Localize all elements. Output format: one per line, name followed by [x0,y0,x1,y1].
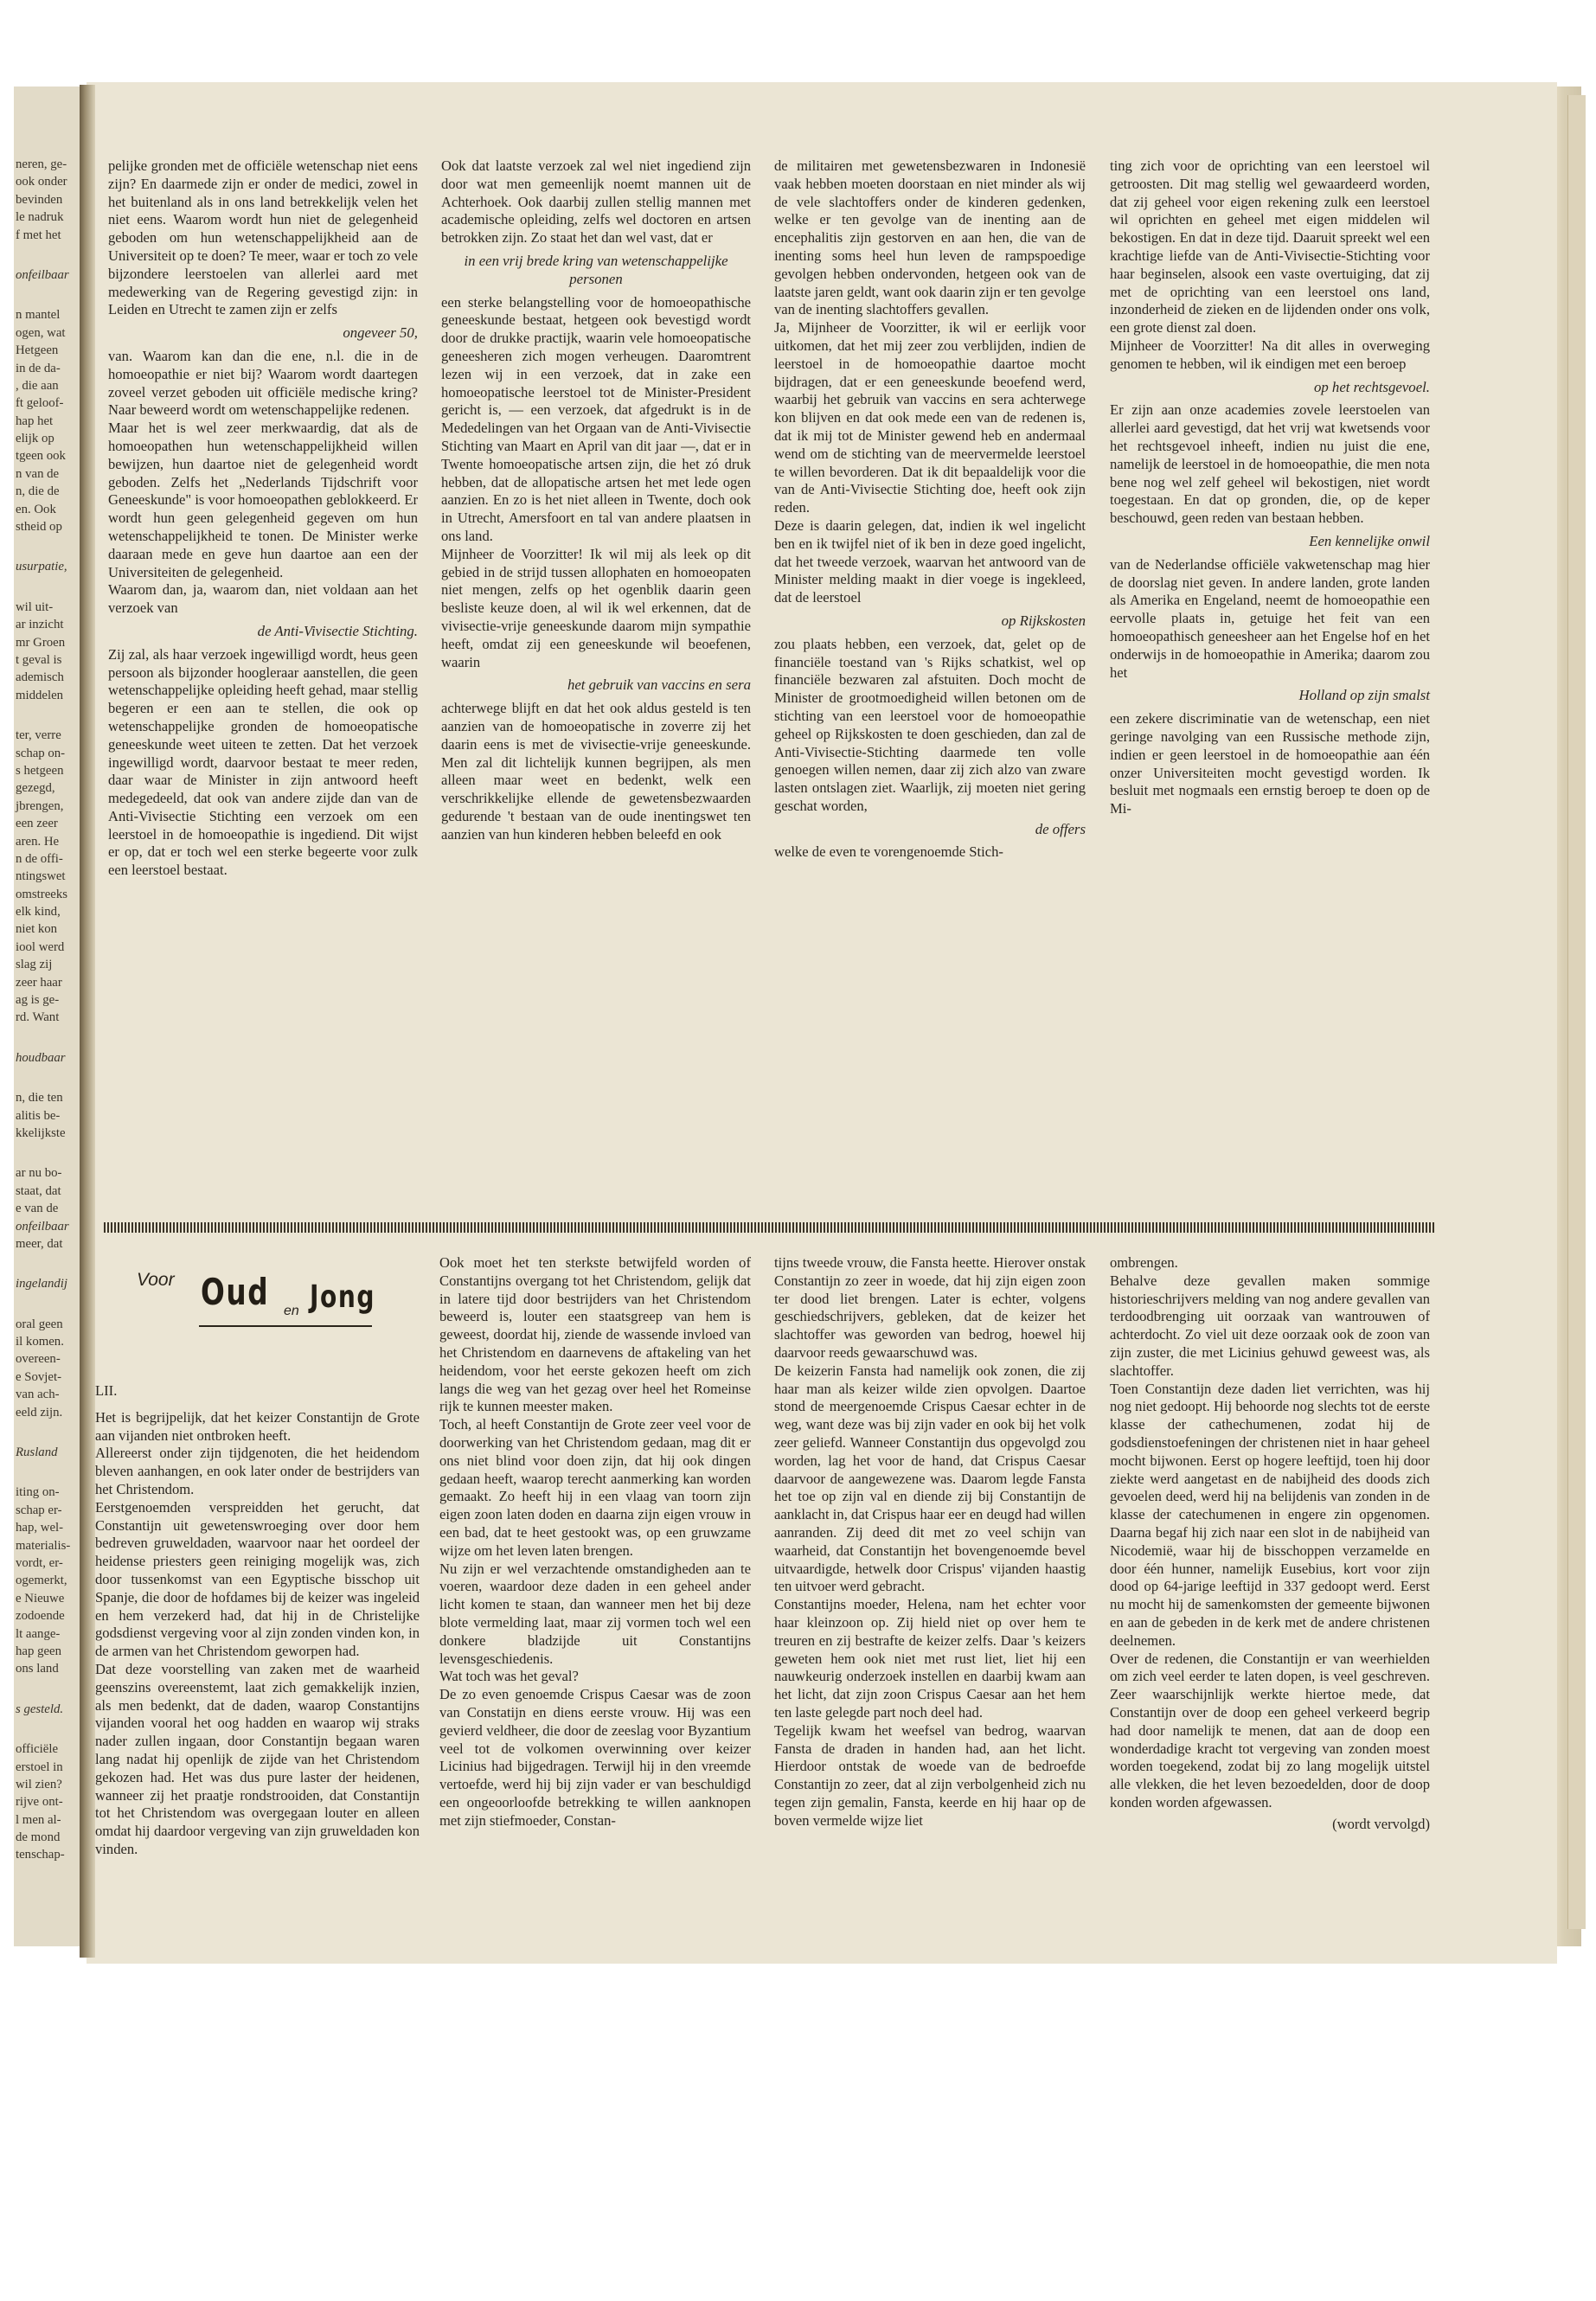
story-column-2 [439,1254,751,1830]
previous-page-line: staat, dat [16,1183,61,1198]
previous-page-line: hap het [16,413,54,428]
previous-page-line: een zeer [16,817,58,831]
previous-page-line: meer, dat [16,1236,63,1251]
article-column-4 [1110,157,1430,818]
previous-page-line [16,576,87,599]
previous-page-line: erstoel in [16,1759,63,1774]
previous-page-line: onfeilbaar [16,1219,69,1234]
paragraph: Ja, Mijnheer de Voorzitter, ik wil er eerlijk voor uitkomen, dat het mij zeer zou verblijden, indien de leerstoel in de homoeopathie daartoe mocht bijdragen, dat er een geneeskunde beoefend werd, waarbij het gebruik van vaccins en sera achterwege kon blijven en dat ook mede een van de redenen is, dat ik mij tot de Minister gewend heb en andermaal wend om de stichting van de meervermelde leerstoel te willen bevorderen. Dat ik dit bepaaldelijk voor die van de Anti-Vivisectie Stichting doe, heeft ook zijn reden. [774,319,1086,516]
previous-page-line: elijk op [16,432,54,446]
previous-page-line: oral geen [16,1317,63,1331]
paragraph: ting zich voor de oprichting van een leerstoel wil getroosten. Dit mag stellig wel gewaardeerd worden, dat zij geheel voor eigen rekening zulk een leerstoel wil oprichten en geheel met eigen middelen wil bekostigen. En dat in deze tijd. Daaruit spreekt wel een krachtige liefde van de Anti-Vivisectie-Stichting voor haar beginselen, alsook een vaste overtuiging, dat zij met de oprichting van een leerstoel ons land, inzonderheid de zieken en de lijdenden onder ons volk, een grote dienst zal doen. [1110,157,1430,336]
article-column-3 [774,157,1086,862]
previous-page-line: e Nieuwe [16,1591,65,1606]
paragraph: Toen Constantijn deze daden liet verrichten, was hij nog niet gedoopt. Hij behoorde nog slechts tot de eerste klasse der cathechumenen, zodat hij de godsdienstoefeningen der christenen niet in haar geheel mocht bijwonen. Eerst op hogere leeftijd, toen hij door ziekte werd aangetast en de nabijheid des doods zich gevoelen deed, werd hij na belijdenis van zonden in de klasse der catechumenen in engere zin opgenomen. Daarna begaf hij zich naar een slot in de nabijheid van Nicodemië, waar hij de bisschoppen verzamelde en door één hunner, namelijk Eusebius, kort voor zijn dood op 64-jarige leeftijd in 337 gedoopt werd. Eerst nu mocht hij de samenkomsten der gemeente bijwonen en aan de gebeden in de kerk met de andere christenen deelnemen. [1110,1380,1430,1649]
previous-page-line [16,1718,87,1740]
chapter-number: LII. [95,1382,118,1399]
previous-page-line: n, die de [16,484,60,499]
previous-page-line: wil uit- [16,599,54,614]
story-column-3 [774,1254,1086,1830]
previous-page-line: rd. Want [16,1010,60,1025]
previous-page-line: tenschap- [16,1848,65,1862]
previous-page-line [16,1027,87,1049]
paragraph: Deze is daarin gelegen, dat, indien ik wel ingelicht ben en ik twijfel niet of ik ben in deze goed ingelicht, dat het tweede verzoek, waarvan het antwoord van de Minister melding maakt in dier voege is ingekleed, dat de leerstoel [774,516,1086,606]
previous-page-line: f met het [16,228,61,242]
previous-page-line: hap geen [16,1644,61,1658]
previous-page-line: kkelijkste [16,1125,66,1140]
previous-page-line: in de da- [16,361,61,375]
previous-page-line: middelen [16,688,64,702]
italic-subhead: in een vrij brede kring van wetenschappelijke personen [464,252,728,287]
paragraph: Ook moet het ten sterkste betwijfeld worden of Constantijns overgang tot het Christendom, gelijk dat in latere tijd door bestrijders van het Christendom beweerd is, louter een staatsgreep van hem is geweest, doordat hij, ziende de wassende invloed van het Christendom en daarnevens de aftakeling van het heidendom, voor het eerste gekozen heeft om zich langs die weg van het gezag over heel het Romeinse rijk te kunnen meester maken. [439,1254,751,1415]
paragraph: achterwege blijft en dat het ook aldus gesteld is ten aanzien van de homoeopatische in zoverre zij het daarin eens is met de vivisectie-vrije geneeskunde. Men zal dit lichtelijk kunnen begrijpen, als men alleen maar weet en bedenkt, welk een verschrikkelijke ellende de gewetensbezwaarden gedurende 't bestaan van de oude inentingswet ten aanzien van hun kinderen hebben beleefd en ook [441,700,751,843]
previous-page-line [16,1067,87,1089]
paragraph: Eerstgenoemden verspreidden het gerucht, dat Constantijn uit gewetenswroeging over door hem bedreven gruweldaden, waarvoor naar het oordeel der heidense priesters geen reiniging mogelijk was, zich door tussenkomst van een Egyptische bisschop uit Spanje, die door de hofdames bij de keizer was ingeleid en hem verzekerd had, dat hij in de Christelijke godsdienst vergeving voor al zijn zonden vinden kon, in de armen van het Christendom geworpen had. [95,1498,420,1660]
previous-page-line: , die aan [16,378,59,393]
paragraph: Constantijns moeder, Helena, nam het echter voor haar kleinzoon op. Zij hield niet op over hem te treuren en zij bestrafte de keizer zelfs. Daar 's keizers geweten hem ook niet met rust liet, liet hij een nauwkeurig onderzoek instellen en daarbij kwam aan het licht, dat zijn zoon Crispus Caesar aan het hem ten laste gelegde part noch deel had. [774,1596,1086,1721]
previous-page-line: jbrengen, [16,798,64,813]
previous-page-line: schap er- [16,1503,62,1517]
previous-page-line: ar nu bo- [16,1166,62,1181]
previous-page-line: officiële [16,1742,59,1757]
previous-page-line: ar inzicht [16,618,64,632]
previous-page-strip [14,87,87,1946]
previous-page-line: n mantel [16,308,61,323]
paragraph: Zij zal, als haar verzoek ingewilligd wordt, heus geen persoon als bijzonder hoogleraar aanstellen, die geen wetenschappelijke opleiding heeft gehad, maar stellig begeren er een aan te stellen, die ook op wetenschappelijke gronden de homoeopatische geneeskunde weet uiteen te zetten. Dat het verzoek ingewilligd wordt, daarvoor bestaat te meer reden, daar waar de Minister in zijn antwoord heeft medegedeeld, dat ook van andere zijde dan van de Anti-Vivisectie Stichting een verzoek om een leerstoel in de homoeopathie is ingediend. Dit wijst er op, dat er toch wel een sterke begeerte voor zulk een leerstoel bestaat. [108,645,418,879]
previous-page-line: Rusland [16,1445,58,1460]
paragraph: een zekere discriminatie van de wetenschap, een niet geringe navolging van een Russische methode zijn, indien er geen leerstoel in de homoeopathie aan één onzer Universiteiten mocht gevestigd worden. Ik besluit met nogmaals een ernstig beroep te doen op de Mi- [1110,710,1430,817]
previous-page-line [16,284,87,306]
previous-page-line [16,1461,87,1484]
paragraph: De zo even genoemde Crispus Caesar was de zoon van Constatijn en diens eerste vrouw. Hij was een gevierd veldheer, die door de zeeslag voor Byzantium veel tot de volkomen overwinning over keizer Licinius had bijgedragen. Terwijl hij in den vreemde vertoefde, werd hij bij zijn vader er van beschuldigd een ongeoorloofde betrekking te willen aanknopen met zijn stiefmoeder, Constan- [439,1686,751,1829]
paragraph: Er zijn aan onze academies zovele leerstoelen van allerlei aard gevestigd, dat het vrij wat kwetsends voor het rechtsgevoel inheeft, indien nu juist die ene, namelijk de leerstoel in de homoeopathie, die men nota bene nog wel zelf geheel wil bekostigen, niet wordt toegestaan. En dat op gronden, die, op de keper beschouwd, geen reden van bestaan hebben. [1110,401,1430,527]
italic-subhead: op Rijkskosten [1001,612,1086,629]
previous-page-line: ter, verre [16,728,61,743]
previous-page-line: tgeen ook [16,449,66,464]
paragraph: zou plaats hebben, een verzoek, dat, gelet op de financiële toestand van 's Rijks schatkist, wel op financiële bezwaren zal afstuiten. Doch mocht de Minister de grootmoedigheid willen betonen om de stichting van een leerstoel voor de homoeopathie geheel op Rijkskosten te doen geschieden, dan zal de Anti-Vivisectie-Stichting daarmede ten volle genoegen willen nemen, daar zij zich alzo van zware lasten ontslagen ziet. Waarlijk, zij moeten niet gering geschat worden, [774,635,1086,814]
previous-page-line: mr Groen [16,635,66,650]
previous-page-line: e Sovjet- [16,1369,62,1384]
section-masthead [95,1254,420,1358]
masthead-rule [199,1325,372,1327]
previous-page-line: l men al- [16,1812,61,1827]
paragraph: pelijke gronden met de officiële wetenschap niet eens zijn? En daarmede zijn er onder de medici, zowel in het buitenland als in ons land betrekkelijk velen het niet eens. Waarom wordt hun niet de gelegenheid geboden om hun wetenschappelijkheid aan de Universiteit op te doen? Te meer, waar er toch zo vele bijzondere leerstoelen van allerlei aard met medewerking van de Regering gevestigd zijn: in Leiden en Utrecht te zamen zijn er zelfs [108,157,418,318]
previous-page-line: ogen, wat [16,325,66,340]
section-divider [104,1222,1436,1233]
story-column-1 [95,1254,420,1859]
previous-page-line: onfeilbaar [16,267,69,282]
previous-page-line: Hetgeen [16,343,59,358]
previous-page-line: zodoende [16,1609,65,1624]
paragraph: Mijnheer de Voorzitter! Na dit alles in overweging genomen te hebben, wil ik eindigen met een beroep [1110,336,1430,372]
previous-page-line: s gesteld. [16,1702,64,1716]
previous-page-line: bevinden [16,192,63,207]
italic-subhead: Holland op zijn smalst [1298,687,1430,704]
previous-page-line: lt aange- [16,1626,61,1641]
previous-page-line: e van de [16,1202,59,1216]
paragraph: Ook dat laatste verzoek zal wel niet ingediend zijn door wat men gemeenlijk noemt mannen uit de Achterhoek. Ook daarbij zullen stellig mannen met academische opleiding, zelfs wel doctoren en artsen betrokken zijn. Zo staat het dan wel vast, dat er [441,157,751,247]
previous-page-line: zeer haar [16,975,62,990]
paragraph: tijns tweede vrouw, die Fansta heette. Hierover onstak Constantijn zo zeer in woede, dat hij zijn eigen zoon ter dood liet brengen. Later is echter, volgens geschiedschrijvers, gebleken, dat de keizer het slachtoffer was geworden van bedrog, hoewel hij daarvoor reeds gewaarschuwd was. [774,1254,1086,1361]
previous-page-line: t geval is [16,652,62,667]
paragraph: Waarom dan, ja, waarom dan, niet voldaan aan het verzoek van [108,581,418,617]
paragraph: van. Waarom kan dan die ene, n.l. die in de homoeopathie er niet bij? Waarom wordt daartegen zoveel verzet geboden uit officiële medische kring? Naar beweerd wordt om wetenschappelijke redenen. [108,347,418,419]
italic-subhead: de offers [1035,820,1086,837]
previous-page-line: aren. He [16,834,60,849]
previous-page-line: rijve ont- [16,1795,63,1810]
previous-page-line [16,535,87,558]
previous-page-line [16,1142,87,1164]
previous-page-line: il komen. [16,1335,64,1349]
paragraph: Over de redenen, die Constantijn er van weerhielden om zich veel eerder te laten dopen, is veel geschreven. Zeer waarschijnlijk werkte hiertoe mede, dat Constantijn over de doop een geheel verkeerd begrip had door namelijk te menen, dat aan de doop een wonderdadige kracht tot vergeving van zonden moest worden toegekend, zodat bij zo lang mogelijk uitstel alle vlekken, die het leven bezoedelden, door de doop konden worden afgewassen. [1110,1650,1430,1811]
previous-page-line: eeld zijn. [16,1405,63,1420]
previous-page-line [16,1253,87,1275]
masthead-jong: Jong [310,1279,376,1315]
previous-page-line [16,1293,87,1316]
previous-page-line: niet kon [16,922,58,937]
previous-page-line: n, die ten [16,1091,63,1106]
masthead-en: en [284,1304,299,1318]
previous-page-line: ademisch [16,670,64,685]
previous-page-line: van ach- [16,1388,60,1402]
paragraph: Toch, al heeft Constantijn de Grote zeer veel voor de doorwerking van het Christendom gedaan, mag dit er ons niet blind voor doen zijn, dat hij ook dingen gedaan heeft, waarop terecht aanmerking kan worden gemaakt. Zo heeft hij in een vlaag van toorn zijn eigen zoon laten doden en daarna zijn eigen vrouw in een bad, dat te heet gestookt was, op een gruwzame wijze om het leven laten brengen. [439,1416,751,1559]
previous-page-line: elk kind, [16,905,61,920]
paragraph: Maar het is wel zeer merkwaardig, dat als de homoeopathen hun wetenschappelijkheid willen bewijzen, hun daartoe niet de gelegenheid wordt geboden. Zelfs het „Nederlands Tijdschrift voor Geneeskunde" is voor homoeopathen geblokkeerd. Er wordt hun geen gelegenheid gegeven om hun wetenschappelijkheid te tonen. De Minister werke daaraan mede en geve hun daartoe aan een der Universiteiten de gelegenheid. [108,420,418,580]
paragraph: Het is begrijpelijk, dat het keizer Constantijn de Grote aan vijanden niet ontbroken heeft. [95,1408,420,1444]
previous-page-line [16,244,87,266]
story-column-4 [1110,1254,1430,1834]
previous-page-line: ook onder [16,175,67,189]
previous-page-line: n de offi- [16,851,63,866]
previous-page-line: ntingswet [16,869,66,884]
previous-page-line: s hetgeen [16,763,64,778]
binding-fold [80,85,95,1958]
previous-page-line: overeen- [16,1352,61,1367]
paragraph: Allereerst onder zijn tijdgenoten, die het heidendom bleven aanhangen, en ook later onder de bestrijders van het Christendom. [95,1445,420,1497]
previous-page-line: ingelandij [16,1277,68,1292]
to-be-continued: (wordt vervolgd) [1332,1815,1430,1832]
previous-page-line: le nadruk [16,210,64,225]
previous-page-line: ft geloof- [16,396,64,411]
paragraph: de militairen met gewetensbezwaren in Indonesië vaak hebben moeten doorstaan en niet minder als wij de vele slachtoffers onder de kinderen gedenken, welke er ten gevolge van de inenting aan de encephalitis zijn gestorven en aan hen, die van de inenting soms heel hun leven de rampspoedige gevolgen hebben ondervonden, hetgeen ook van de laatste jaren geldt, want ook daarin zijn er ten gevolge van de inenting slachtoffers gevallen. [774,157,1086,318]
italic-subhead: het gebruik van vaccins en sera [567,676,751,694]
previous-page-line [16,1421,87,1444]
paragraph: Behalve deze gevallen maken sommige historieschrijvers melding van nog andere gevallen van terdoodbrenging uit oorzaak van wantrouwen of achterdocht. Zo viel uit deze oorzaak ook de zoon van zijn zuster, die met Licinius gehuwd geweest was, als slachtoffer. [1110,1272,1430,1379]
paragraph: De keizerin Fansta had namelijk ook zonen, die zij haar man als keizer wilde zien opvolgen. Daartoe stond de meergenoemde Crispus Caesar echter in de weg, want deze was bij zijn vader en ook bij het volk zeer geliefd. Wanneer Constantijn dus opgevolgd zou worden, lag het voor de hand, dat Crispus Caesar daarvoor de aangewezene was. Daarom legde Fansta het toe op zijn val en diende zij bij Constantijn de aanklacht in, dat Crispus haar eer en deugd had willen aanranden. Zij deed dit met zo veel schijn van waarheid, dat Constantijn het bovengenoemde bevel uitvaardigde, hetwelk door Crispus' vijanden haastig ten uitvoer werd gebracht. [774,1362,1086,1595]
page-stack-edge-inner [1567,95,1586,1929]
paragraph: ombrengen. [1110,1254,1178,1271]
previous-page-line [16,704,87,727]
article-column-2 [441,157,751,843]
previous-page-line [16,1678,87,1701]
paragraph: Tegelijk kwam het weefsel van bedrog, waarvan Fansta de draden in handen had, aan het licht. Hierdoor ontstak de woede van de bedroefde Constantijn zo zeer, dat al zijn verbolgenheid zich nu tegen zijn gemalin, Fansta, keerde en hij haar op de boven vermelde wijze liet [774,1721,1086,1829]
previous-page-line: wil zien? [16,1777,62,1791]
previous-page-line: stheid op [16,520,62,535]
previous-page-line: omstreeks [16,887,67,901]
previous-page-line: ons land [16,1662,59,1676]
previous-page-line: houdbaar [16,1050,66,1065]
previous-page-line: iting on- [16,1485,60,1500]
previous-page-line: neren, ge- [16,157,67,171]
previous-page-line: schap on- [16,746,66,760]
previous-page-line: ogemerkt, [16,1574,67,1588]
previous-page-line: ag is ge- [16,993,60,1008]
article-column-1 [108,157,418,880]
previous-page-line: en. Ook [16,502,56,516]
previous-page-text [16,156,87,1864]
masthead-voor: Voor [137,1270,175,1290]
italic-subhead: op het rechtsgevoel. [1313,378,1430,395]
paragraph: Mijnheer de Voorzitter! Ik wil mij als leek op dit gebied in de strijd tussen allophaten en homoeopaten niet mengen, zelfs op het ogenblik daarin geen besliste keuze doen, al wil ik wel erkennen, dat de vivisectie-vrije geneeskunde daarom mijn sympathie heeft, omdat zij een geneeskunde wil beoefenen, waarin [441,545,751,670]
previous-page-line: alitis be- [16,1108,61,1123]
paragraph: Nu zijn er wel verzachtende omstandigheden aan te voeren, waardoor deze daden in een geheel ander licht komen te staan, dan wanneer men het bij deze blote vermelding laat, maar zij vormen toch wel een donkere bladzijde uit Constantijns levensgeschiedenis. [439,1560,751,1667]
italic-subhead: de Anti-Vivisectie Stichting. [257,622,418,639]
previous-page-line: de mond [16,1830,61,1845]
previous-page-line: materialis- [16,1538,71,1553]
paragraph: een sterke belangstelling voor de homoeopathische geneeskunde bestaat, hetgeen ook bevestigd wordt door de drukke practijk, waarin vele homoeopatische geneesheren zich mogen verheugen. Daaromtrent lezen wij in een verzoek, dat in zake een homoeopatische leerstoel tot de Minister-President gericht is, — een verzoek, dat afgedrukt is in de Mededelingen van het Orgaan van de Anti-Vivisectie Stichting van Maart en April van dit jaar —, dat er in Twente homoeopatische artsen zijn, die het zó druk hebben, dat de allopatische artsen het met lede ogen aanzien. En zo is het niet alleen in Twente, doch ook in Utrecht, Amersfoort en tal van andere plaatsen in ons land. [441,293,751,544]
previous-page-line: gezegd, [16,781,55,796]
italic-subhead: Een kennelijke onwil [1309,532,1430,549]
previous-page-line: usurpatie, [16,560,67,574]
previous-page-line: hap, wel- [16,1521,64,1535]
previous-page-line: vordt, er- [16,1556,63,1570]
masthead-oud: Oud [201,1271,270,1313]
previous-page-line: iool werd [16,939,65,954]
paragraph: van de Nederlandse officiële vakwetenschap mag hier de doorslag niet geven. In andere landen, grote landen als Amerika en Engeland, neemt de homoeopathie een eervolle plaats in, getuige het feit van een homoeopathisch geneesheer aan het Engelse hof en het onderwijs in de homoeopathie in Amerika; daarom zou het [1110,555,1430,681]
paragraph: Dat deze voorstelling van zaken met de waarheid geenszins overeenstemt, laat zich gemakkelijk inzien, als men bedenkt, dat de daden, waarop Constantijns vijanden vooral het oog hadden en waarop wij straks nader zullen ingaan, door Constantijn begaan waren lang nadat hij openlijk de zijde van het Christendom gekozen had. Het was dus pure laster der heidenen, wanneer zij het praatje rondstrooiden, dat Constantijn tot het Christendom was overgegaan louter en alleen omdat hij daardoor vergeving van zijn gruweldaden kon vinden. [95,1660,420,1857]
previous-page-line: slag zij [16,958,53,972]
previous-page-line: n van de [16,466,60,481]
paragraph: welke de even te vorengenoemde Stich- [774,843,1003,861]
italic-subhead: ongeveer 50, [343,324,418,342]
paragraph: Wat toch was het geval? [439,1668,579,1685]
